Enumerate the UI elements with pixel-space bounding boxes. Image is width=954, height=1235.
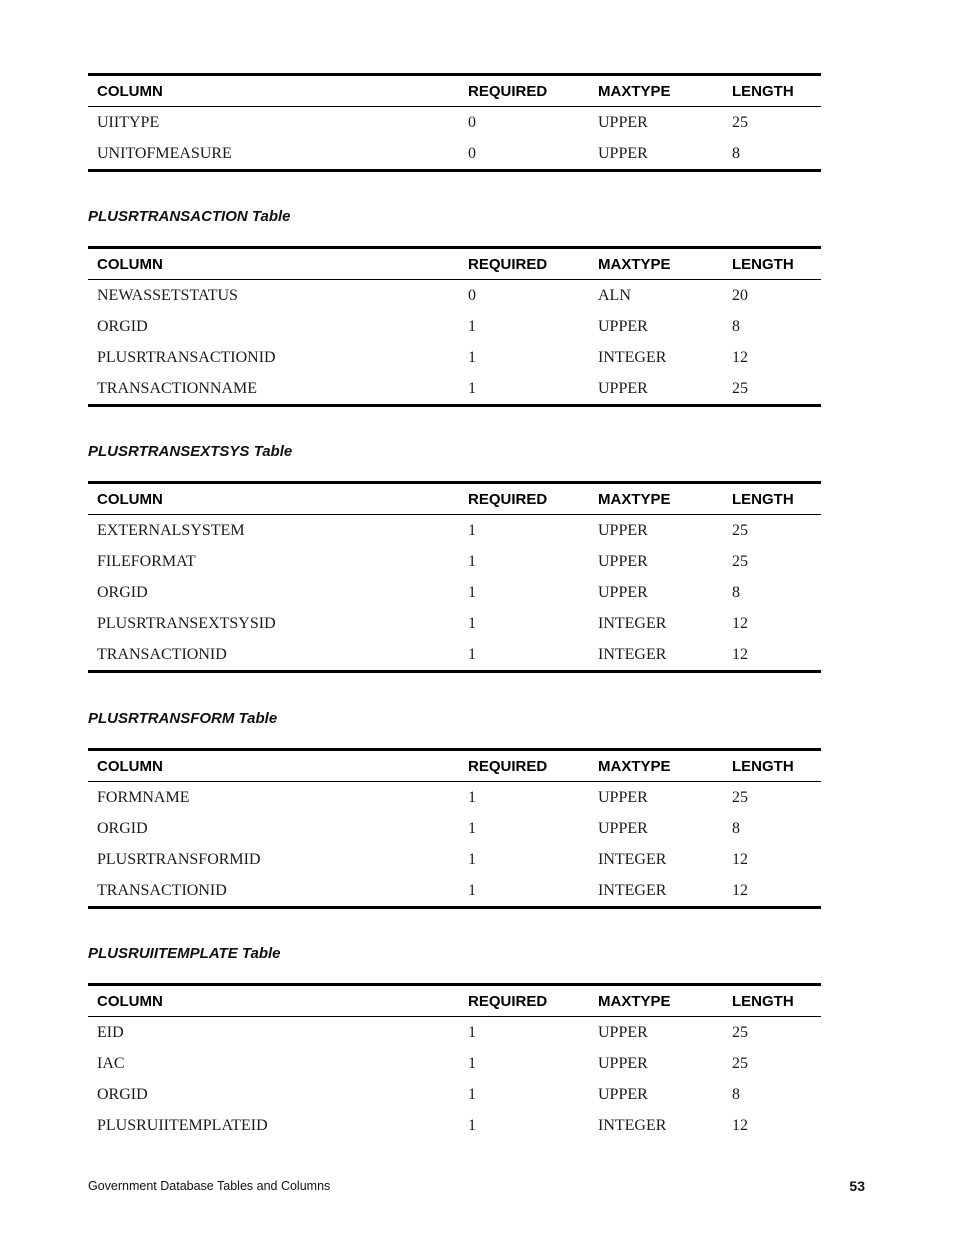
cell-length: 25 bbox=[732, 552, 748, 570]
table-row bbox=[88, 373, 821, 406]
cell-maxtype: INTEGER bbox=[598, 348, 667, 366]
data-table bbox=[88, 983, 821, 1141]
data-table bbox=[88, 748, 821, 909]
table-row bbox=[88, 875, 821, 908]
cell-column: FORMNAME bbox=[97, 788, 190, 806]
cell-required: 1 bbox=[468, 819, 476, 837]
cell-length: 8 bbox=[732, 819, 740, 837]
data-table bbox=[88, 73, 821, 172]
cell-maxtype: UPPER bbox=[598, 788, 648, 806]
table-row bbox=[88, 813, 821, 844]
cell-required: 1 bbox=[468, 521, 476, 539]
table-row bbox=[88, 515, 821, 547]
cell-maxtype: UPPER bbox=[598, 1023, 648, 1041]
cell-length: 12 bbox=[732, 614, 748, 632]
header-required: REQUIRED bbox=[459, 483, 589, 515]
cell-required: 1 bbox=[468, 645, 476, 663]
header-column: COLUMN bbox=[88, 985, 459, 1017]
table-row bbox=[88, 138, 821, 171]
cell-length: 12 bbox=[732, 348, 748, 366]
cell-maxtype: UPPER bbox=[598, 379, 648, 397]
cell-length: 25 bbox=[732, 521, 748, 539]
cell-maxtype: UPPER bbox=[598, 583, 648, 601]
table-row bbox=[88, 1017, 821, 1049]
table-heading: PLUSRUIITEMPLATE Table bbox=[88, 945, 281, 962]
cell-length: 25 bbox=[732, 113, 748, 131]
cell-required: 1 bbox=[468, 881, 476, 899]
cell-column: PLUSRUIITEMPLATEID bbox=[97, 1116, 268, 1134]
cell-required: 1 bbox=[468, 1054, 476, 1072]
cell-maxtype: UPPER bbox=[598, 552, 648, 570]
cell-length: 25 bbox=[732, 1023, 748, 1041]
cell-required: 0 bbox=[468, 113, 476, 131]
table-section-plusruiitemplate bbox=[88, 983, 821, 1141]
cell-column: PLUSRTRANSACTIONID bbox=[97, 348, 276, 366]
footer-document-title: Government Database Tables and Columns bbox=[88, 1179, 331, 1193]
cell-column: ORGID bbox=[97, 317, 148, 335]
header-required: REQUIRED bbox=[459, 248, 589, 280]
cell-column: IAC bbox=[97, 1054, 125, 1072]
table-header-row bbox=[88, 75, 821, 107]
header-length: LENGTH bbox=[723, 248, 821, 280]
cell-column: ORGID bbox=[97, 1085, 148, 1103]
table-row bbox=[88, 1110, 821, 1141]
cell-length: 12 bbox=[732, 881, 748, 899]
cell-length: 25 bbox=[732, 1054, 748, 1072]
header-column: COLUMN bbox=[88, 750, 459, 782]
cell-column: UIITYPE bbox=[97, 113, 160, 131]
table-heading: PLUSRTRANSACTION Table bbox=[88, 208, 291, 225]
cell-column: TRANSACTIONID bbox=[97, 881, 227, 899]
cell-required: 0 bbox=[468, 144, 476, 162]
table-row bbox=[88, 782, 821, 814]
cell-required: 1 bbox=[468, 583, 476, 601]
cell-maxtype: UPPER bbox=[598, 819, 648, 837]
header-maxtype: MAXTYPE bbox=[589, 75, 723, 107]
cell-length: 8 bbox=[732, 144, 740, 162]
cell-required: 1 bbox=[468, 614, 476, 632]
header-required: REQUIRED bbox=[459, 750, 589, 782]
table-section-plusrtransextsys bbox=[88, 481, 821, 673]
cell-column: FILEFORMAT bbox=[97, 552, 196, 570]
cell-maxtype: UPPER bbox=[598, 521, 648, 539]
data-table bbox=[88, 246, 821, 407]
header-column: COLUMN bbox=[88, 75, 459, 107]
cell-length: 20 bbox=[732, 286, 748, 304]
cell-column: TRANSACTIONNAME bbox=[97, 379, 257, 397]
table-header-row bbox=[88, 985, 821, 1017]
header-length: LENGTH bbox=[723, 75, 821, 107]
cell-maxtype: UPPER bbox=[598, 317, 648, 335]
cell-maxtype: INTEGER bbox=[598, 614, 667, 632]
footer-page-number: 53 bbox=[849, 1178, 865, 1194]
cell-required: 1 bbox=[468, 348, 476, 366]
cell-column: NEWASSETSTATUS bbox=[97, 286, 238, 304]
cell-column: ORGID bbox=[97, 819, 148, 837]
header-maxtype: MAXTYPE bbox=[589, 248, 723, 280]
cell-column: PLUSRTRANSFORMID bbox=[97, 850, 261, 868]
cell-column: TRANSACTIONID bbox=[97, 645, 227, 663]
header-required: REQUIRED bbox=[459, 985, 589, 1017]
cell-length: 12 bbox=[732, 1116, 748, 1134]
cell-required: 1 bbox=[468, 379, 476, 397]
table-section-plusrtransaction bbox=[88, 246, 821, 407]
table-row bbox=[88, 546, 821, 577]
table-heading: PLUSRTRANSFORM Table bbox=[88, 710, 278, 727]
cell-length: 12 bbox=[732, 645, 748, 663]
cell-column: UNITOFMEASURE bbox=[97, 144, 232, 162]
cell-length: 12 bbox=[732, 850, 748, 868]
cell-column: PLUSRTRANSEXTSYSID bbox=[97, 614, 276, 632]
table-section-plusrtransform bbox=[88, 748, 821, 909]
cell-required: 1 bbox=[468, 552, 476, 570]
cell-required: 1 bbox=[468, 850, 476, 868]
table-header-row bbox=[88, 483, 821, 515]
cell-length: 25 bbox=[732, 788, 748, 806]
table-row bbox=[88, 1048, 821, 1079]
table-row bbox=[88, 342, 821, 373]
cell-maxtype: UPPER bbox=[598, 144, 648, 162]
table-section-continued bbox=[88, 73, 821, 172]
cell-maxtype: INTEGER bbox=[598, 881, 667, 899]
cell-required: 1 bbox=[468, 317, 476, 335]
table-row bbox=[88, 844, 821, 875]
header-column: COLUMN bbox=[88, 248, 459, 280]
header-maxtype: MAXTYPE bbox=[589, 483, 723, 515]
cell-maxtype: UPPER bbox=[598, 1085, 648, 1103]
table-row bbox=[88, 1079, 821, 1110]
table-header-row bbox=[88, 248, 821, 280]
table-row bbox=[88, 639, 821, 672]
cell-required: 1 bbox=[468, 1085, 476, 1103]
header-length: LENGTH bbox=[723, 483, 821, 515]
table-header-row bbox=[88, 750, 821, 782]
cell-required: 1 bbox=[468, 1023, 476, 1041]
cell-required: 0 bbox=[468, 286, 476, 304]
cell-column: EXTERNALSYSTEM bbox=[97, 521, 245, 539]
data-table bbox=[88, 481, 821, 673]
cell-maxtype: INTEGER bbox=[598, 1116, 667, 1134]
table-heading: PLUSRTRANSEXTSYS Table bbox=[88, 443, 293, 460]
cell-maxtype: INTEGER bbox=[598, 645, 667, 663]
cell-maxtype: ALN bbox=[598, 286, 631, 304]
table-row bbox=[88, 577, 821, 608]
header-length: LENGTH bbox=[723, 985, 821, 1017]
cell-required: 1 bbox=[468, 788, 476, 806]
cell-length: 8 bbox=[732, 317, 740, 335]
header-maxtype: MAXTYPE bbox=[589, 750, 723, 782]
cell-maxtype: UPPER bbox=[598, 1054, 648, 1072]
cell-length: 8 bbox=[732, 583, 740, 601]
cell-length: 8 bbox=[732, 1085, 740, 1103]
header-length: LENGTH bbox=[723, 750, 821, 782]
header-column: COLUMN bbox=[88, 483, 459, 515]
header-maxtype: MAXTYPE bbox=[589, 985, 723, 1017]
table-row bbox=[88, 280, 821, 312]
cell-length: 25 bbox=[732, 379, 748, 397]
cell-required: 1 bbox=[468, 1116, 476, 1134]
cell-maxtype: UPPER bbox=[598, 113, 648, 131]
cell-maxtype: INTEGER bbox=[598, 850, 667, 868]
table-row bbox=[88, 107, 821, 139]
cell-column: ORGID bbox=[97, 583, 148, 601]
table-row bbox=[88, 608, 821, 639]
table-row bbox=[88, 311, 821, 342]
header-required: REQUIRED bbox=[459, 75, 589, 107]
cell-column: EID bbox=[97, 1023, 124, 1041]
